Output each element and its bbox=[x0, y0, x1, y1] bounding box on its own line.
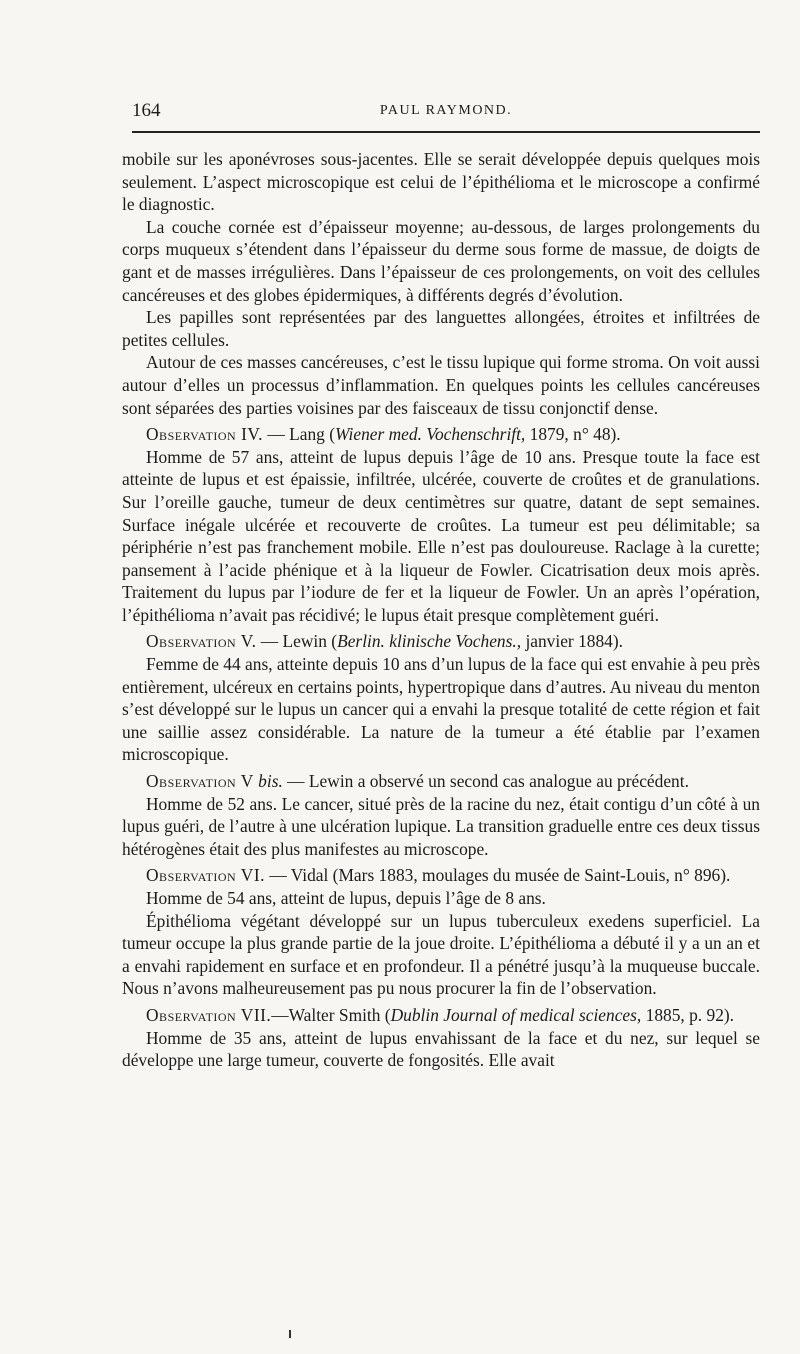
observation-label: Observation V. bbox=[146, 631, 257, 652]
journal-title: Dublin Journal of medical sciences, bbox=[390, 1004, 642, 1025]
page-body bbox=[122, 148, 760, 1072]
paragraph: Homme de 35 ans, atteint de lupus envahissant de la face et du nez, sur lequel se développe une large tumeur, couverte de fongosités. Elle avait bbox=[122, 1027, 760, 1071]
observation-citation: —Walter Smith ( bbox=[271, 1004, 391, 1025]
observation-citation: 1879, n° 48). bbox=[525, 424, 621, 445]
header-rule bbox=[132, 131, 760, 133]
paragraph: Les papilles sont représentées par des languettes allongées, étroites et infiltrées de petites cellules. bbox=[122, 307, 760, 350]
observation-label: Observation IV. bbox=[146, 424, 264, 445]
paragraph: Homme de 52 ans. Le cancer, situé près de la racine du nez, était contigu d’un côté à un lupus guéri, de l’autre à une ulcération lupique. La transition graduelle entre ces deux tissus hétérogènes était des plus manifestes au microscope. bbox=[122, 793, 760, 859]
paragraph: Épithélioma végétant développé sur un lupus tuberculeux exedens superficiel. La tumeur occupe la plus grande partie de la joue droite. L’épithélioma a débuté il y a un an et a envahi rapidement en surface et en profondeur. Il a pénétré jusqu’à la muqueuse buccale. Nous n’avons malheureusement pas pu nous procurer la fin de l’observation. bbox=[122, 910, 760, 999]
observation-bis: bis. bbox=[253, 771, 283, 792]
observation-citation: — Lewin a observé un second cas analogue au précédent. bbox=[282, 771, 689, 792]
paragraph: Autour de ces masses cancéreuses, c’est le tissu lupique qui forme stroma. On voit aussi autour d’elles un processus d’inflammation. En quelques points les cellules cancéreuses sont séparées des parties voisines par des faisceaux de tissu conjonctif dense. bbox=[122, 352, 760, 418]
observation-citation: — Lewin ( bbox=[256, 631, 338, 652]
paragraph: Homme de 54 ans, atteint de lupus, depuis l’âge de 8 ans. bbox=[146, 888, 546, 908]
observation-label: Observation VII. bbox=[146, 1004, 272, 1025]
paragraph: Homme de 57 ans, atteint de lupus depuis l’âge de 10 ans. Presque toute la face est atteinte de lupus et est épaissie, infiltrée, ulcérée, couverte de croûtes et de granulations. Sur l’oreille gauche, tumeur de deux centimètres sur quatre, datant de sept semaines. Surface inégale ulcérée et recouverte de croûtes. La tumeur est peu délimitable; sa périphérie n’est pas franchement mobile. Elle n’est pas douloureuse. Raclage à la curette; pansement à l’acide phénique et à la liqueur de Fowler. Cicatrisation deux mois après. Traitement du lupus par l’iodure de fer et la liqueur de Fowler. Un an après l’opération, l’épithélioma n’avait pas récidivé; le lupus était presque complètement guéri. bbox=[122, 446, 760, 625]
observation-heading bbox=[122, 630, 760, 653]
observation-heading bbox=[122, 423, 760, 446]
journal-title: Berlin. klinische Vochens., bbox=[337, 631, 522, 652]
observation-label: Observation V bbox=[146, 771, 254, 792]
journal-title: Wiener med. Vochenschrift, bbox=[335, 424, 526, 445]
observation-citation: — Vidal (Mars 1883, moulages du musée de Saint-Louis, n° 896). bbox=[264, 865, 731, 886]
print-mark bbox=[289, 1330, 291, 1338]
observation-heading bbox=[122, 864, 760, 887]
observation-citation: — Lang ( bbox=[263, 424, 335, 445]
running-title: PAUL RAYMOND. bbox=[379, 103, 513, 118]
observation-label: Observation VI. bbox=[146, 865, 265, 886]
observation-citation: 1885, p. 92). bbox=[641, 1004, 735, 1025]
observation-heading bbox=[122, 1004, 760, 1027]
observation-citation: janvier 1884). bbox=[521, 631, 623, 652]
paragraph: Femme de 44 ans, atteinte depuis 10 ans d’un lupus de la face qui est envahie à peu près entièrement, ulcéreux en certains points, hypertropique dans d’autres. Au niveau du menton s’est développé sur le lupus un cancer qui a envahi la presque totalité de cette région et fait une saillie assez considérable. La nature de la tumeur a été établie par l’examen microscopique. bbox=[122, 654, 760, 765]
page-number: 164 bbox=[132, 100, 161, 121]
observation-heading bbox=[122, 770, 760, 793]
paragraph: mobile sur les aponévroses sous-jacentes. Elle se serait développée depuis quelques mois seulement. L’aspect microscopique est celui de l’épithélioma et le microscope a confirmé le diagnostic. bbox=[122, 149, 760, 215]
paragraph: La couche cornée est d’épaisseur moyenne; au-dessous, de larges prolongements du corps muqueux s’étendent dans l’épaisseur du derme sous forme de massue, de doigts de gant et de masses irrégulières. Dans l’épaisseur de ces prolongements, on voit des cellules cancéreuses et des globes épidermiques, à différents degrés d’évolution. bbox=[122, 216, 760, 305]
page-header bbox=[132, 96, 760, 126]
